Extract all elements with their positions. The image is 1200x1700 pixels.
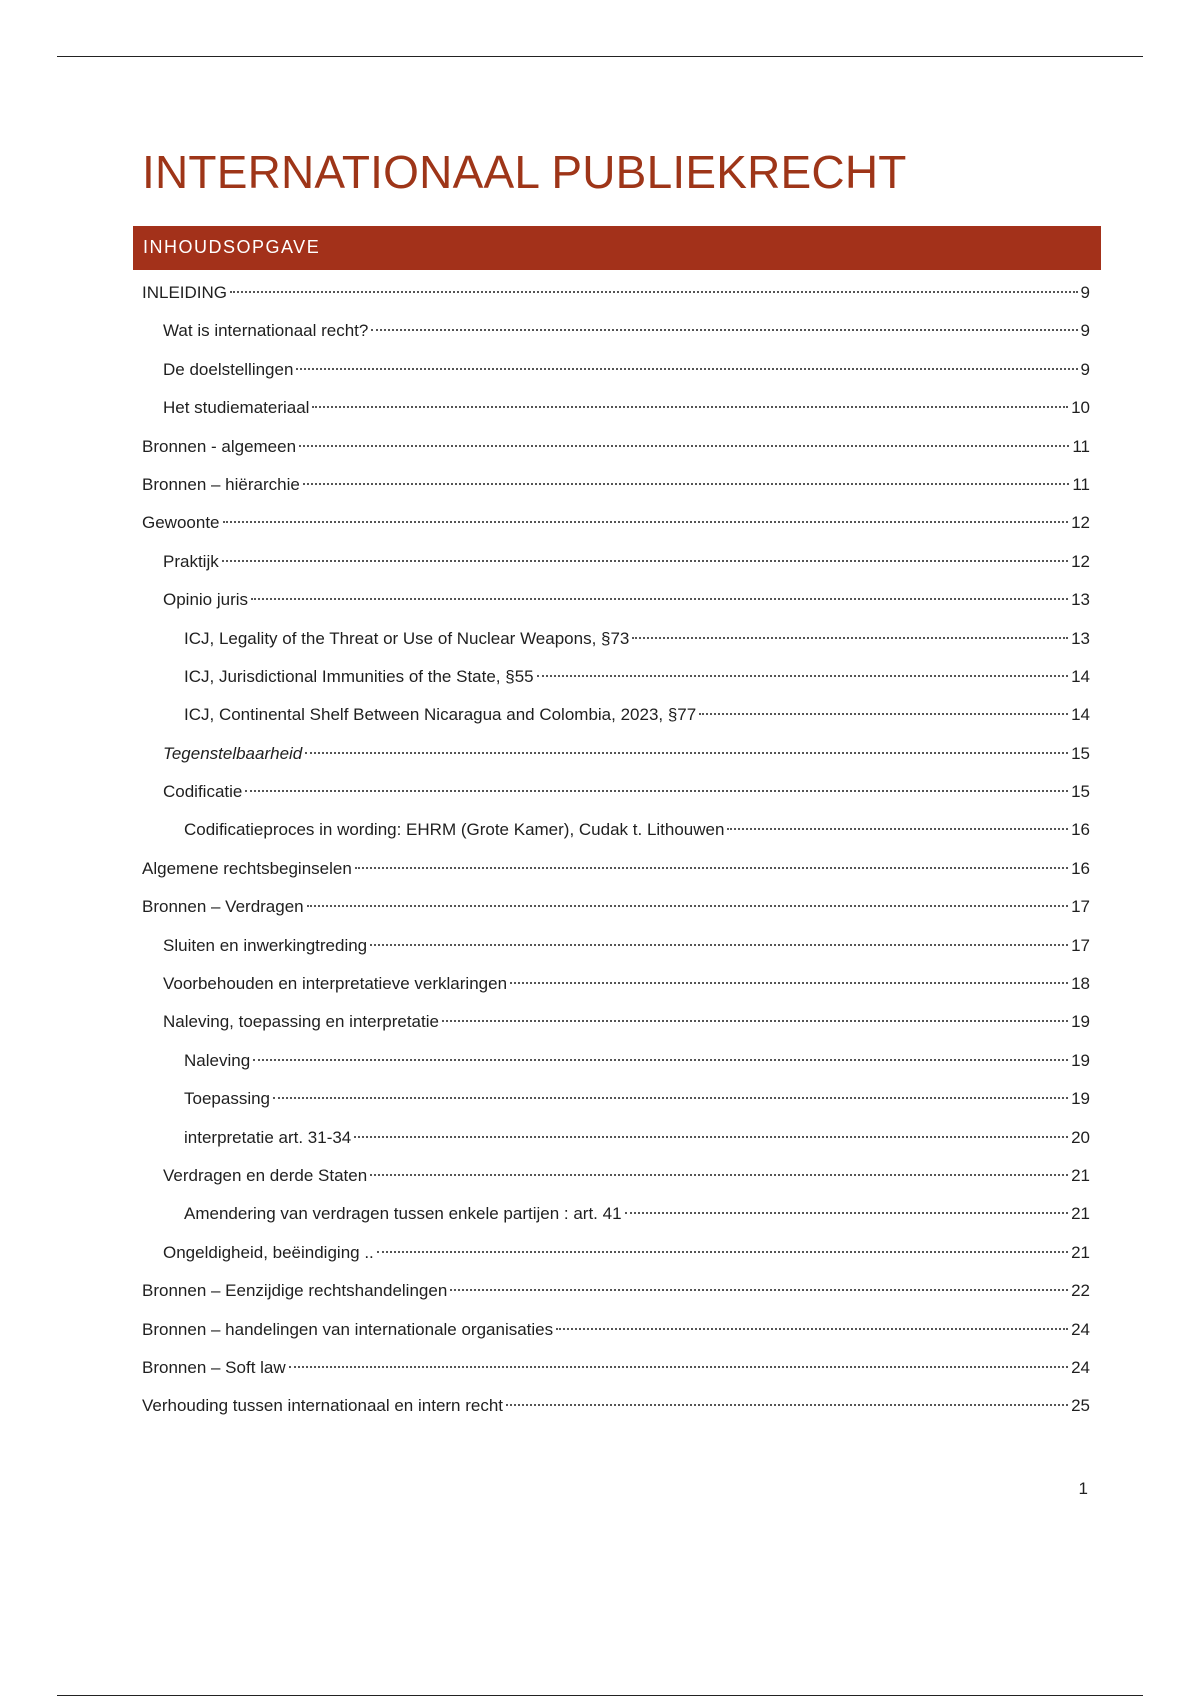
- toc-dot-leader: [305, 752, 1068, 754]
- toc-dot-leader: [537, 675, 1068, 677]
- toc-dot-leader: [355, 867, 1068, 869]
- toc-entry-page: 15: [1071, 782, 1090, 802]
- toc-entry-label: ICJ, Jurisdictional Immunities of the State, §55: [184, 666, 534, 686]
- toc-entry-label: Codificatie: [163, 782, 243, 802]
- toc-entry[interactable]: [142, 735, 1090, 773]
- toc-entry[interactable]: [142, 389, 1090, 427]
- toc-entry[interactable]: [142, 428, 1090, 466]
- toc-entry-page: 21: [1071, 1204, 1090, 1224]
- toc-dot-leader: [251, 598, 1068, 600]
- toc-entry[interactable]: [142, 1157, 1090, 1195]
- toc-dot-leader: [370, 944, 1068, 946]
- toc-dot-leader: [371, 329, 1077, 331]
- toc-entry-label: Bronnen – hiërarchie: [142, 474, 300, 494]
- document-title: INTERNATIONAAL PUBLIEKRECHT: [142, 146, 907, 198]
- toc-heading: INHOUDSOPGAVE: [133, 226, 1101, 270]
- toc-entry-page: 9: [1080, 321, 1090, 341]
- toc-entry[interactable]: [142, 1311, 1090, 1349]
- toc-entry-page: 14: [1071, 666, 1090, 686]
- toc-entry-page: 24: [1071, 1319, 1090, 1339]
- toc-entry-page: 13: [1071, 590, 1090, 610]
- toc-entry-page: 19: [1071, 1012, 1090, 1032]
- toc-dot-leader: [370, 1174, 1068, 1176]
- toc-dot-leader: [442, 1020, 1068, 1022]
- toc-dot-leader: [273, 1097, 1068, 1099]
- toc-entry-label: ICJ, Legality of the Threat or Use of Nuclear Weapons, §73: [184, 628, 630, 648]
- toc-entry-label: Verdragen en derde Staten: [163, 1165, 368, 1185]
- toc-dot-leader: [506, 1404, 1068, 1406]
- footer-rule: [57, 1695, 1143, 1696]
- toc-entry-page: 19: [1071, 1050, 1090, 1070]
- toc-entry-page: 16: [1071, 820, 1090, 840]
- toc-entry[interactable]: [142, 965, 1090, 1003]
- toc-entry-page: 20: [1071, 1127, 1090, 1147]
- toc-entry-label: Tegenstelbaarheid: [163, 743, 303, 763]
- toc-entry[interactable]: [142, 1042, 1090, 1080]
- toc-entry-label: Sluiten en inwerkingtreding: [163, 935, 368, 955]
- toc-entry-page: 12: [1071, 513, 1090, 533]
- toc-entry-page: 21: [1071, 1242, 1090, 1262]
- toc-entry[interactable]: [142, 850, 1090, 888]
- toc-dot-leader: [230, 291, 1078, 293]
- toc-dot-leader: [450, 1289, 1068, 1291]
- toc-dot-leader: [296, 368, 1077, 370]
- toc-entry-page: 9: [1080, 283, 1090, 302]
- toc-dot-leader: [312, 406, 1068, 408]
- toc-entry-page: 14: [1071, 705, 1090, 725]
- toc-dot-leader: [699, 713, 1068, 715]
- toc-entry-label: interpretatie art. 31-34: [184, 1127, 352, 1147]
- toc-entry-label: Ongeldigheid, beëindiging ..: [163, 1242, 374, 1262]
- toc-entry-label: Het studiemateriaal: [163, 398, 310, 418]
- toc-entry-label: Naleving: [184, 1050, 251, 1070]
- toc-entry[interactable]: [142, 543, 1090, 581]
- toc-entry[interactable]: [142, 351, 1090, 389]
- toc-entry-label: Codificatieproces in wording: EHRM (Grote Kamer), Cudak t. Lithouwen: [184, 820, 725, 840]
- toc-dot-leader: [245, 790, 1068, 792]
- toc-entry-page: 22: [1071, 1281, 1090, 1301]
- toc-entry-label: Amendering van verdragen tussen enkele partijen : art. 41: [184, 1204, 622, 1224]
- toc-dot-leader: [510, 982, 1068, 984]
- toc-entry-page: 11: [1072, 436, 1090, 456]
- toc-entry-label: Gewoonte: [142, 513, 220, 533]
- toc-entry[interactable]: [142, 1387, 1090, 1425]
- toc-entry-label: Wat is internationaal recht?: [163, 321, 369, 341]
- toc-entry-label: Toepassing: [184, 1089, 271, 1109]
- toc-entry[interactable]: [142, 620, 1090, 658]
- toc-dot-leader: [727, 828, 1068, 830]
- toc-entry[interactable]: [142, 312, 1090, 350]
- header-rule: [57, 56, 1143, 57]
- toc-dot-leader: [625, 1212, 1069, 1214]
- toc-entry-label: INLEIDING: [142, 283, 228, 302]
- toc-entry[interactable]: [142, 1349, 1090, 1387]
- toc-entry-page: 11: [1072, 474, 1090, 494]
- page-number: 1: [1078, 1479, 1088, 1498]
- toc-entry[interactable]: [142, 773, 1090, 811]
- toc-entry-page: 19: [1071, 1089, 1090, 1109]
- toc-dot-leader: [223, 521, 1069, 523]
- toc-entry-label: De doelstellingen: [163, 359, 294, 379]
- toc-entry-label: Verhouding tussen internationaal en intern recht: [142, 1396, 504, 1416]
- toc-entry-page: 25: [1071, 1396, 1090, 1416]
- toc-entry[interactable]: [142, 811, 1090, 849]
- toc-entry[interactable]: [142, 581, 1090, 619]
- toc-entry[interactable]: [142, 1119, 1090, 1157]
- toc-entry-label: Opinio juris: [163, 590, 249, 610]
- toc-entry-page: 9: [1080, 359, 1090, 379]
- toc-dot-leader: [556, 1328, 1068, 1330]
- toc-entry-label: ICJ, Continental Shelf Between Nicaragua and Colombia, 2023, §77: [184, 705, 697, 725]
- toc-entry[interactable]: [142, 1272, 1090, 1310]
- toc-dot-leader: [632, 637, 1068, 639]
- toc-entry-label: Bronnen – Verdragen: [142, 897, 304, 917]
- toc-entry-label: Voorbehouden en interpretatieve verklaringen: [163, 974, 508, 994]
- toc-entry-page: 10: [1071, 398, 1090, 418]
- toc-dot-leader: [253, 1059, 1068, 1061]
- toc-entry-label: Bronnen - algemeen: [142, 436, 297, 456]
- toc-entry[interactable]: [142, 1003, 1090, 1041]
- toc-entry[interactable]: [142, 504, 1090, 542]
- toc-dot-leader: [307, 905, 1068, 907]
- toc-entry[interactable]: [142, 927, 1090, 965]
- toc-dot-leader: [299, 445, 1069, 447]
- toc-entry-page: 12: [1071, 551, 1090, 571]
- toc-dot-leader: [377, 1251, 1068, 1253]
- toc-entry-label: Praktijk: [163, 551, 219, 571]
- toc-entry[interactable]: [142, 888, 1090, 926]
- toc-entry[interactable]: [142, 658, 1090, 696]
- toc-dot-leader: [222, 560, 1068, 562]
- toc-entry-label: Bronnen – Eenzijdige rechtshandelingen: [142, 1281, 448, 1301]
- toc-entry-page: 15: [1071, 743, 1090, 763]
- toc-entry-label: Naleving, toepassing en interpretatie: [163, 1012, 439, 1032]
- toc-entry[interactable]: [142, 1195, 1090, 1233]
- toc-entry[interactable]: [142, 1080, 1090, 1118]
- table-of-contents: [142, 274, 1090, 1426]
- toc-entry[interactable]: [142, 466, 1090, 504]
- toc-entry-label: Algemene rechtsbeginselen: [142, 858, 352, 878]
- toc-entry[interactable]: [142, 274, 1090, 312]
- toc-entry[interactable]: [142, 1234, 1090, 1272]
- toc-entry-page: 13: [1071, 628, 1090, 648]
- toc-entry-page: 16: [1071, 858, 1090, 878]
- toc-entry-page: 17: [1071, 935, 1090, 955]
- toc-dot-leader: [354, 1136, 1068, 1138]
- toc-entry[interactable]: [142, 696, 1090, 734]
- toc-entry-page: 18: [1071, 974, 1090, 994]
- toc-entry-label: Bronnen – handelingen van internationale organisaties: [142, 1319, 554, 1339]
- toc-entry-page: 24: [1071, 1357, 1090, 1377]
- toc-entry-page: 21: [1071, 1165, 1090, 1185]
- toc-dot-leader: [289, 1366, 1068, 1368]
- toc-entry-label: Bronnen – Soft law: [142, 1357, 286, 1377]
- toc-dot-leader: [303, 483, 1070, 485]
- toc-entry-page: 17: [1071, 897, 1090, 917]
